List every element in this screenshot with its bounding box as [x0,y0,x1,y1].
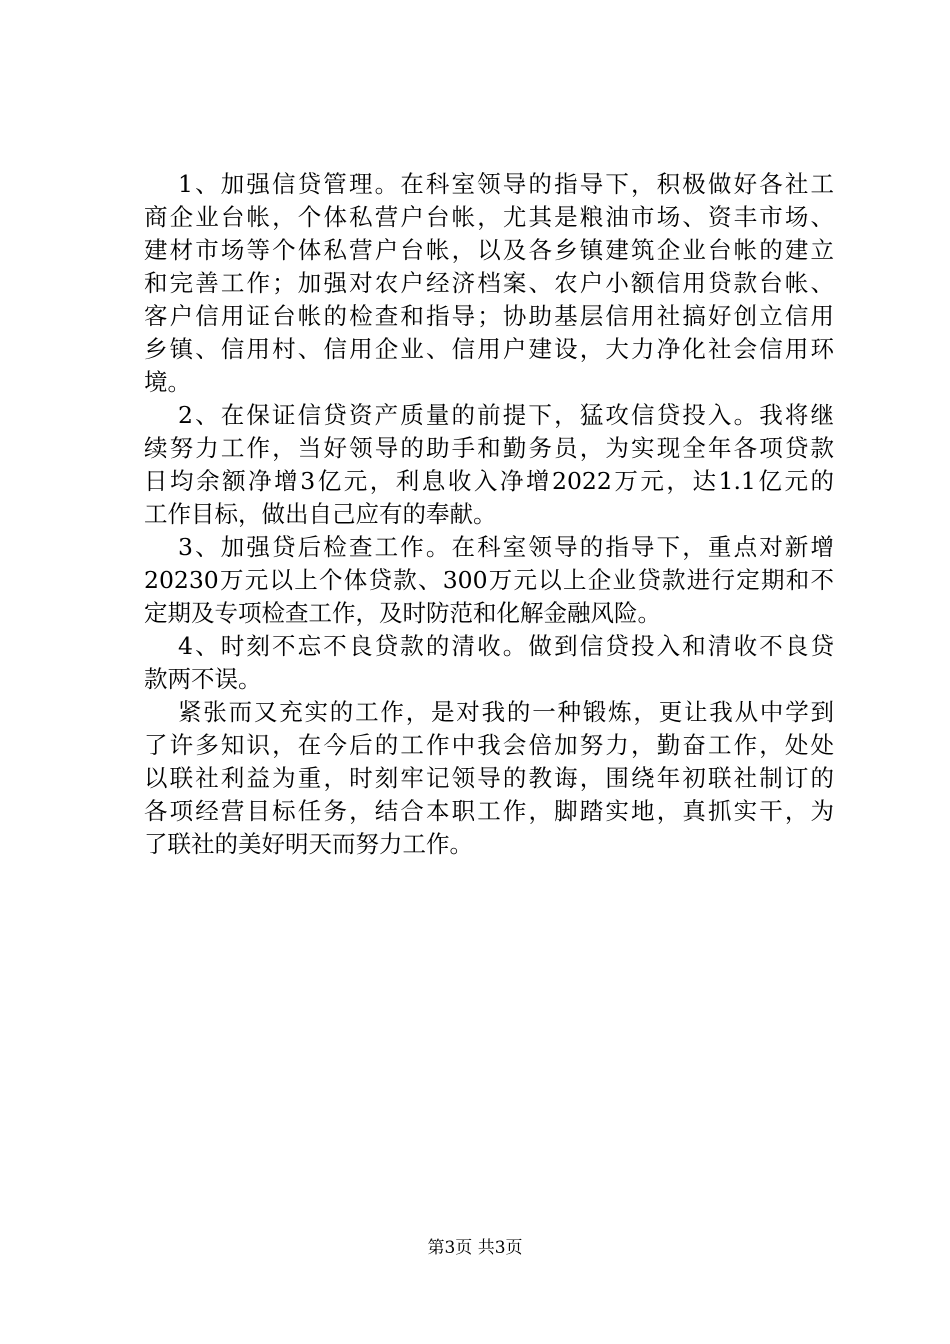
paragraph-1 [144,168,834,399]
paragraph-5 [144,696,834,861]
paragraph-line: 境。 [144,368,191,396]
paragraph-line: 各项经营目标任务，结合本职工作，脚踏实地，真抓实干，为 [144,797,834,825]
paragraph-line: 1、加强信贷管理。在科室领导的指导下，积极做好各社工 [178,170,834,198]
paragraph-line: 以联社利益为重，时刻牢记领导的教诲，围绕年初联社制订的 [144,764,834,792]
paragraph-line: 4、时刻不忘不良贷款的清收。做到信贷投入和清收不良贷 [178,632,834,660]
paragraph-line: 款两不误。 [144,665,262,693]
paragraph-line: 乡镇、信用村、信用企业、信用户建设，大力净化社会信用环 [144,335,834,363]
paragraph-line: 续努力工作，当好领导的助手和勤务员，为实现全年各项贷款 [144,434,834,462]
paragraph-line: 日均余额净增3亿元，利息收入净增2022万元，达1.1亿元的 [144,467,834,495]
paragraph-line: 2、在保证信贷资产质量的前提下，猛攻信贷投入。我将继 [178,401,834,429]
paragraph-4 [144,630,834,696]
paragraph-line: 建材市场等个体私营户台帐，以及各乡镇建筑企业台帐的建立 [144,236,834,264]
paragraph-line: 工作目标，做出自己应有的奉献。 [144,500,497,528]
paragraph-3 [144,531,834,630]
paragraph-line: 商企业台帐，个体私营户台帐，尤其是粮油市场、资丰市场、 [144,203,834,231]
paragraph-line: 20230万元以上个体贷款、300万元以上企业贷款进行定期和不 [144,566,834,594]
paragraph-line: 了联社的美好明天而努力工作。 [144,830,473,858]
page-number-label: 第3页 共3页 [427,1238,523,1258]
paragraph-line: 和完善工作；加强对农户经济档案、农户小额信用贷款台帐、 [144,269,834,297]
document-body [144,168,834,861]
paragraph-line: 定期及专项检查工作，及时防范和化解金融风险。 [144,599,661,627]
paragraph-line: 3、加强贷后检查工作。在科室领导的指导下，重点对新增 [178,533,834,561]
paragraph-line: 了许多知识，在今后的工作中我会倍加努力，勤奋工作，处处 [144,731,834,759]
paragraph-line: 紧张而又充实的工作，是对我的一种锻炼，更让我从中学到 [178,698,834,726]
paragraph-line: 客户信用证台帐的检查和指导；协助基层信用社搞好创立信用 [144,302,834,330]
page-footer [0,1236,950,1260]
paragraph-2 [144,399,834,531]
